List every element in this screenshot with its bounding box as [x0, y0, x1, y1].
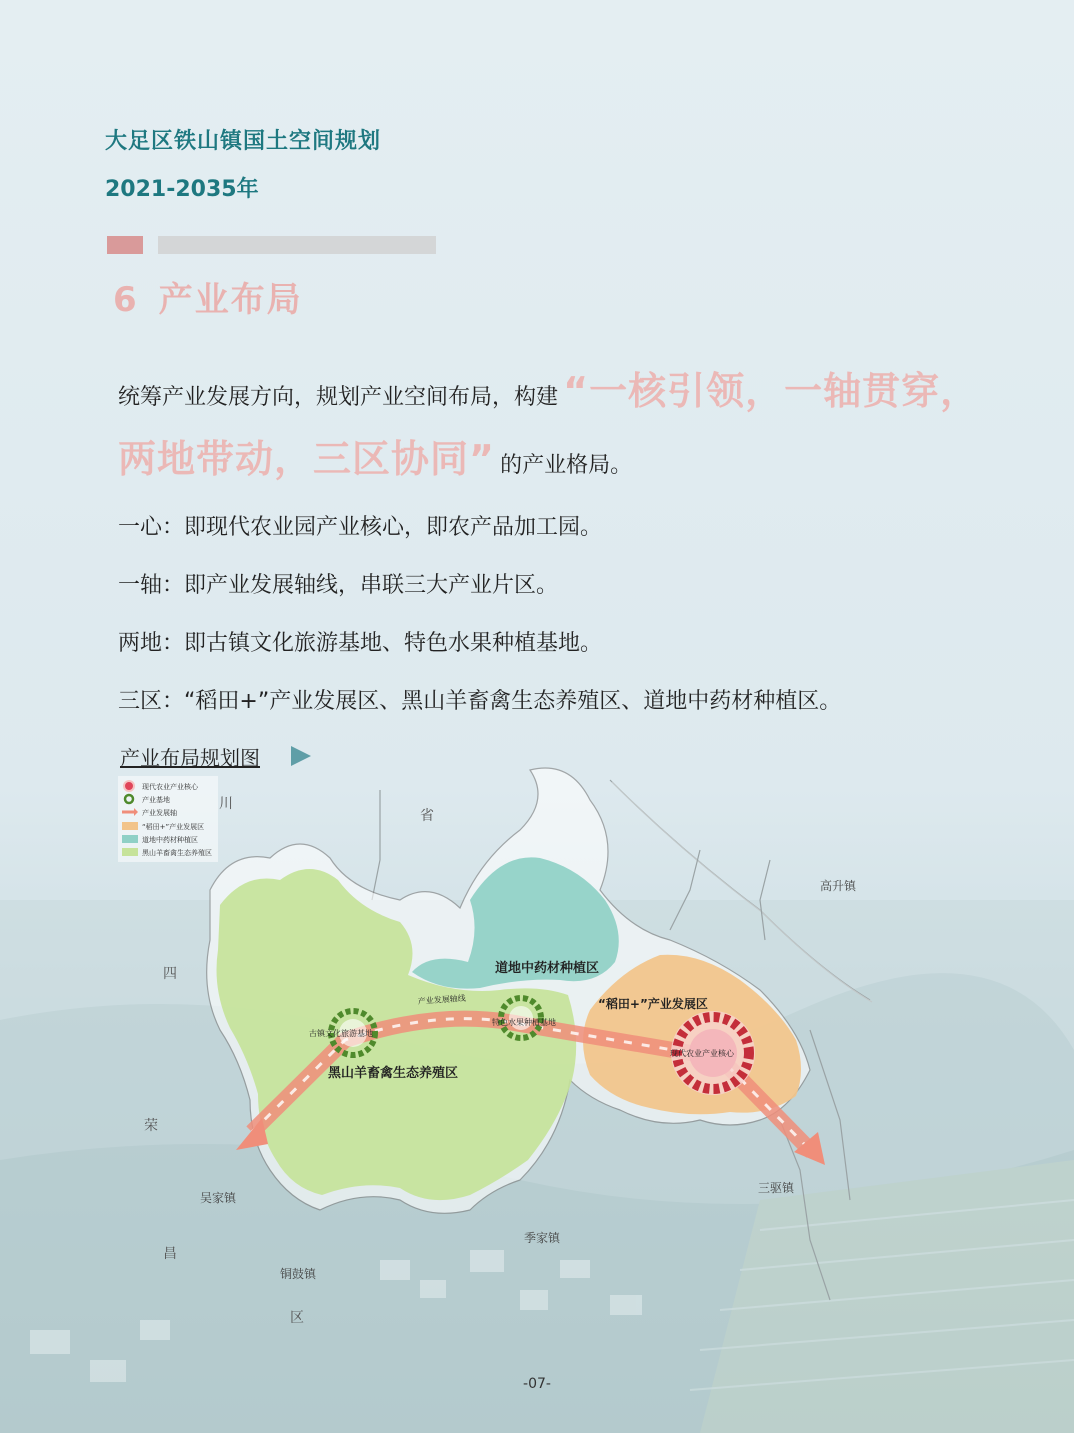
legend-goat-swatch	[122, 848, 212, 857]
legend-herb-swatch	[122, 835, 198, 844]
legend-label-goat: 黑山羊畜禽生态养殖区	[142, 849, 212, 857]
point-axis: 一轴：即产业发展轴线，串联三大产业片区。	[118, 573, 559, 598]
place-chang: 昌	[163, 1246, 177, 1262]
intro-emphasis-1: “一核引领，一轴贯穿，	[563, 369, 980, 413]
page-number: -07-	[523, 1376, 551, 1392]
intro-tail: 的产业格局。	[500, 453, 633, 478]
legend-label-base: 产业基地	[142, 796, 170, 804]
point-core: 一心：即现代农业园产业核心，即农产品加工园。	[118, 515, 603, 540]
label-axis: 产业发展轴线	[417, 993, 467, 1006]
intro-line-1	[118, 360, 1068, 415]
place-si: 四	[163, 966, 177, 982]
section-number: 6	[113, 280, 139, 320]
legend-base-icon	[125, 795, 170, 804]
document-title: 大足区铁山镇国土空间规划	[105, 129, 382, 154]
label-goat-zone: 黑山羊畜禽生态养殖区	[328, 1066, 459, 1081]
label-fruit-base: 特色水果种植基地	[492, 1018, 556, 1027]
label-town-base: 古镇文化旅游基地	[309, 1029, 373, 1038]
legend-label-rice: “稻田+”产业发展区	[142, 823, 205, 831]
place-sheng: 省	[420, 808, 434, 824]
legend	[118, 776, 218, 862]
intro-emphasis-2: 两地带动，三区协同”	[118, 437, 495, 481]
point-zones: 三区：“稻田+”产业发展区、黑山羊畜禽生态养殖区、道地中药材种植区。	[118, 689, 842, 714]
point-bases: 两地：即古镇文化旅游基地、特色水果种植基地。	[118, 631, 603, 656]
intro-line-2	[118, 428, 632, 483]
place-rong: 荣	[144, 1118, 158, 1134]
heading-accent-block	[107, 236, 143, 254]
label-core: 现代农业产业核心	[670, 1049, 734, 1058]
place-tonggu: 铜鼓镇	[280, 1267, 317, 1281]
map-caption: 产业布局规划图	[120, 746, 260, 770]
intro-lead: 统筹产业发展方向，规划产业空间布局，构建	[118, 385, 559, 410]
place-gaosheng: 高升镇	[820, 879, 857, 893]
heading-accent-bar	[158, 236, 436, 254]
section-heading	[113, 272, 303, 321]
section-title: 产业布局	[158, 280, 303, 320]
place-qu: 区	[290, 1310, 304, 1326]
place-wujia: 吴家镇	[200, 1191, 237, 1205]
legend-label-axis: 产业发展轴	[142, 809, 177, 817]
industry-layout-map	[0, 740, 1074, 1350]
label-rice-zone: “稻田+”产业发展区	[598, 997, 708, 1011]
document-years: 2021-2035年	[105, 177, 259, 202]
label-herb-zone: 道地中药材种植区	[495, 961, 600, 976]
legend-rice-swatch	[122, 822, 204, 831]
place-jijia: 季家镇	[524, 1231, 561, 1245]
place-sanqu: 三驱镇	[758, 1181, 795, 1195]
legend-label-herb: 道地中药材种植区	[142, 836, 198, 844]
legend-label-core: 现代农业产业核心	[142, 783, 198, 791]
place-chuan: 川	[219, 796, 233, 812]
